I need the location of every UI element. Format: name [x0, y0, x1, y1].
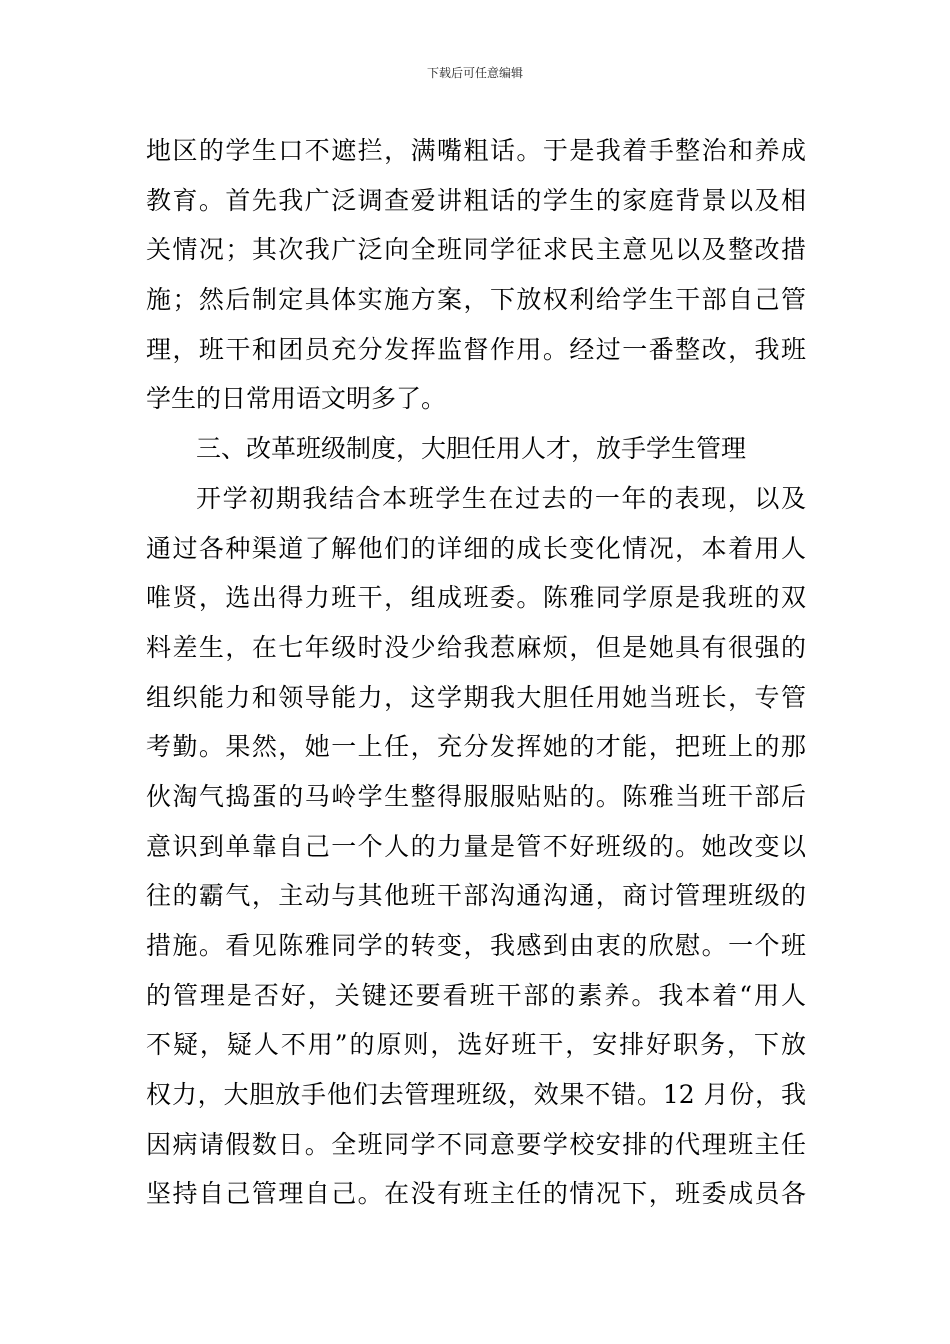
- section-heading: 三、改革班级制度，大胆任用人才，放手学生管理: [196, 434, 747, 464]
- text-line: 的管理是否好，关键还要看班干部的素养。我本着“用人: [146, 980, 806, 1010]
- text-line: 意识到单靠自己一个人的力量是管不好班级的。她改变以: [146, 831, 806, 861]
- text-line: 理，班干和团员充分发挥监督作用。经过一番整改，我班: [146, 334, 806, 364]
- text-line: 地区的学生口不遮拦，满嘴粗话。于是我着手整治和养成: [146, 136, 806, 165]
- text-line: 学生的日常用语文明多了。: [146, 384, 447, 414]
- text-line: 考勤。果然，她一上任，充分发挥她的才能，把班上的那: [146, 732, 806, 762]
- text-line: 开学初期我结合本班学生在过去的一年的表现，以及: [196, 483, 806, 513]
- text-line: 权力，大胆放手他们去管理班级，效果不错。12 月份，我: [146, 1080, 806, 1110]
- text-line: 关情况；其次我广泛向全班同学征求民主意见以及整改措: [146, 235, 806, 265]
- text-line: 料差生，在七年级时没少给我惹麻烦，但是她具有很强的: [146, 632, 806, 662]
- text-line: 唯贤，选出得力班干，组成班委。陈雅同学原是我班的双: [146, 583, 806, 613]
- text-line: 伙淘气捣蛋的马岭学生整得服服贴贴的。陈雅当班干部后: [146, 781, 806, 811]
- text-line: 通过各种渠道了解他们的详细的成长变化情况，本着用人: [146, 533, 806, 563]
- document-body: [146, 126, 806, 1219]
- text-line: 施；然后制定具体实施方案，下放权利给学生干部自己管: [146, 285, 806, 315]
- text-line: 坚持自己管理自己。在没有班主任的情况下，班委成员各: [146, 1179, 806, 1209]
- text-line: 教育。首先我广泛调查爱讲粗话的学生的家庭背景以及相: [146, 185, 806, 215]
- page-header: 下载后可任意编辑: [426, 66, 523, 80]
- text-line: 不疑，疑人不用”的原则，选好班干，安排好职务，下放: [146, 1030, 806, 1060]
- text-line: 措施。看见陈雅同学的转变，我感到由衷的欣慰。一个班: [146, 931, 806, 960]
- text-line: 组织能力和领导能力，这学期我大胆任用她当班长，专管: [146, 682, 806, 712]
- text-line: 因病请假数日。全班同学不同意要学校安排的代理班主任: [146, 1129, 806, 1159]
- text-line: 往的霸气，主动与其他班干部沟通沟通，商讨管理班级的: [146, 881, 806, 911]
